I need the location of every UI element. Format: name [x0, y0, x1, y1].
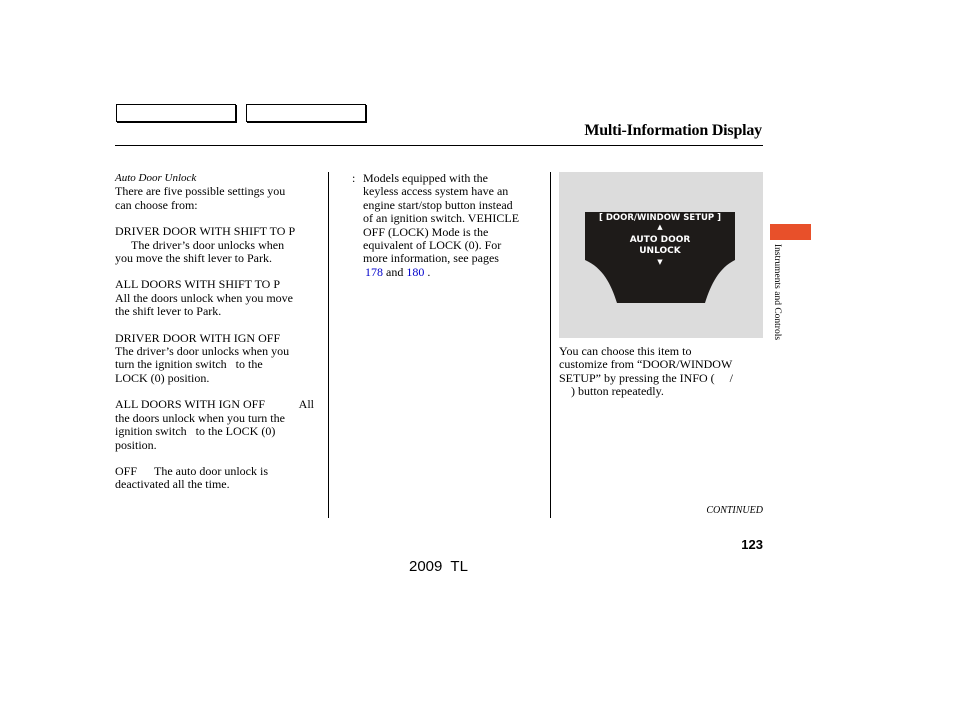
- instr-line-4: ) button repeatedly.: [571, 384, 664, 399]
- setting-3-line-2: turn the ignition switch to the: [115, 357, 263, 372]
- nav-box-left[interactable]: [116, 104, 236, 122]
- note-line-3: engine start/stop button instead: [363, 197, 513, 212]
- setting-2-line-2: the shift lever to Park.: [115, 304, 222, 319]
- section-side-label: [769, 244, 783, 374]
- setting-4-title: ALL DOORS WITH IGN OFF: [115, 397, 265, 412]
- setting-3-title: DRIVER DOOR WITH IGN OFF: [115, 330, 281, 345]
- note-line-1: Models equipped with the: [363, 171, 488, 185]
- note-marker: :: [352, 171, 356, 185]
- setting-3-line-3: LOCK (0) position.: [115, 370, 210, 385]
- model-label: 2009 TL: [409, 558, 468, 575]
- page-link-180[interactable]: 180: [406, 264, 425, 279]
- setting-5-title-row: [115, 465, 320, 478]
- note-period: .: [427, 264, 431, 279]
- instr-line-1: You can choose this item to: [559, 344, 692, 358]
- instr-line-2: customize from “DOOR/WINDOW: [559, 357, 733, 372]
- note-line-2: keyless access system have an: [363, 184, 509, 199]
- setting-4-line-1: the doors unlock when you turn the: [115, 410, 285, 425]
- setting-4-line-2: ignition switch to the LOCK (0): [115, 424, 276, 439]
- setting-3-line-1: The driver’s door unlocks when you: [115, 344, 290, 359]
- note-line-5: OFF (LOCK) Mode is the: [363, 224, 489, 239]
- note-line-8: [363, 266, 544, 279]
- setting-4-title-tail: All: [298, 397, 314, 412]
- setting-5-line-1: The auto door unlock is: [154, 463, 268, 478]
- customize-instructions: [559, 345, 763, 399]
- note-line-4: of an ignition switch. VEHICLE: [363, 211, 520, 226]
- setting-1-title: DRIVER DOOR WITH SHIFT TO P: [115, 224, 296, 239]
- header-rule: [115, 145, 763, 146]
- instr-line-3: SETUP” by pressing the INFO ( /: [559, 370, 733, 385]
- section-heading: Auto Door Unlock: [115, 172, 197, 184]
- display-illustration: [559, 172, 763, 338]
- setting-4-line-3: position.: [115, 437, 157, 452]
- note-line-6: equivalent of LOCK (0). For: [363, 238, 502, 253]
- page-link-178[interactable]: 178: [365, 264, 383, 279]
- page-title: Multi-Information Display: [584, 122, 762, 139]
- down-arrow-icon: ▼: [657, 258, 663, 266]
- up-arrow-icon: ▲: [657, 223, 663, 231]
- column-divider-left: [328, 172, 329, 518]
- keyless-note: [352, 172, 544, 279]
- setting-2-title: ALL DOORS WITH SHIFT TO P: [115, 277, 281, 292]
- section-side-label-text: Instruments and Controls: [772, 244, 782, 341]
- display-line-1: AUTO DOOR: [629, 235, 691, 245]
- auto-door-unlock-section: [115, 172, 320, 492]
- note-line-7: more information, see pages: [363, 251, 499, 266]
- setting-5-line-2: deactivated all the time.: [115, 477, 230, 492]
- column-divider-right: [550, 172, 551, 518]
- section-tab-marker: [770, 224, 811, 240]
- nav-box-right[interactable]: [246, 104, 366, 122]
- intro-line-2: can choose from:: [115, 197, 198, 212]
- and-word: and: [386, 264, 404, 279]
- display-line-2: UNLOCK: [639, 246, 681, 256]
- setting-4-title-row: [115, 398, 320, 411]
- display-header: [ DOOR/WINDOW SETUP ]: [599, 213, 721, 223]
- setting-1-line-2: you move the shift lever to Park.: [115, 251, 272, 266]
- setting-1-line-1: The driver’s door unlocks when: [131, 237, 285, 252]
- setting-5-title: OFF: [115, 463, 138, 478]
- setting-2-line-1: All the doors unlock when you move: [115, 290, 293, 305]
- intro-line-1: There are five possible settings you: [115, 184, 286, 199]
- page-number: 123: [741, 537, 763, 552]
- continued-label: CONTINUED: [706, 505, 763, 516]
